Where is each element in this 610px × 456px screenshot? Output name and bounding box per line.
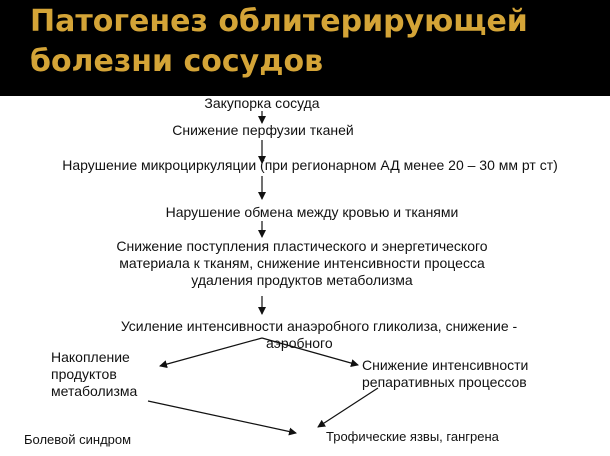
arrow-reparative-to-ulcers [318, 388, 378, 427]
arrow-accumulation-to-ulcers [148, 401, 296, 433]
node-supply [70, 238, 534, 289]
node-ulcers: Трофические язвы, гангрена [326, 429, 499, 444]
node-perfusion: Снижение перфузии тканей [172, 122, 354, 138]
node-occlusion: Закупорка сосуда [204, 95, 320, 111]
node-accumulation-line-2: продуктов [51, 366, 117, 382]
node-reparative-line-1: Снижение интенсивности [362, 357, 529, 373]
node-accumulation-line-1: Накопление [51, 349, 130, 365]
node-accumulation [51, 349, 171, 400]
node-supply-line-2: материала к тканям, снижение интенсивности процесса [119, 255, 485, 271]
node-reparative [362, 357, 572, 391]
node-exchange: Нарушение обмена между кровью и тканями [165, 204, 459, 220]
node-supply-line-1: Снижение поступления пластического и энергетического [116, 238, 488, 254]
node-supply-line-3: удаления продуктов метаболизма [191, 272, 413, 288]
node-glycolysis [84, 318, 554, 352]
node-glycolysis-line-1: Усиление интенсивности анаэробного гликолиза, снижение - [120, 318, 518, 334]
slide-title: Патогенез облитерирующей болезни сосудов [30, 4, 528, 79]
node-reparative-line-2: репаративных процессов [362, 374, 527, 390]
node-pain: Болевой синдром [24, 432, 132, 447]
node-accumulation-line-3: метаболизма [51, 383, 138, 399]
node-microcirculation: Нарушение микроциркуляции (при регионарном АД менее 20 – 30 мм рт ст) [62, 157, 558, 173]
node-glycolysis-line-2: аэробного [266, 335, 333, 351]
